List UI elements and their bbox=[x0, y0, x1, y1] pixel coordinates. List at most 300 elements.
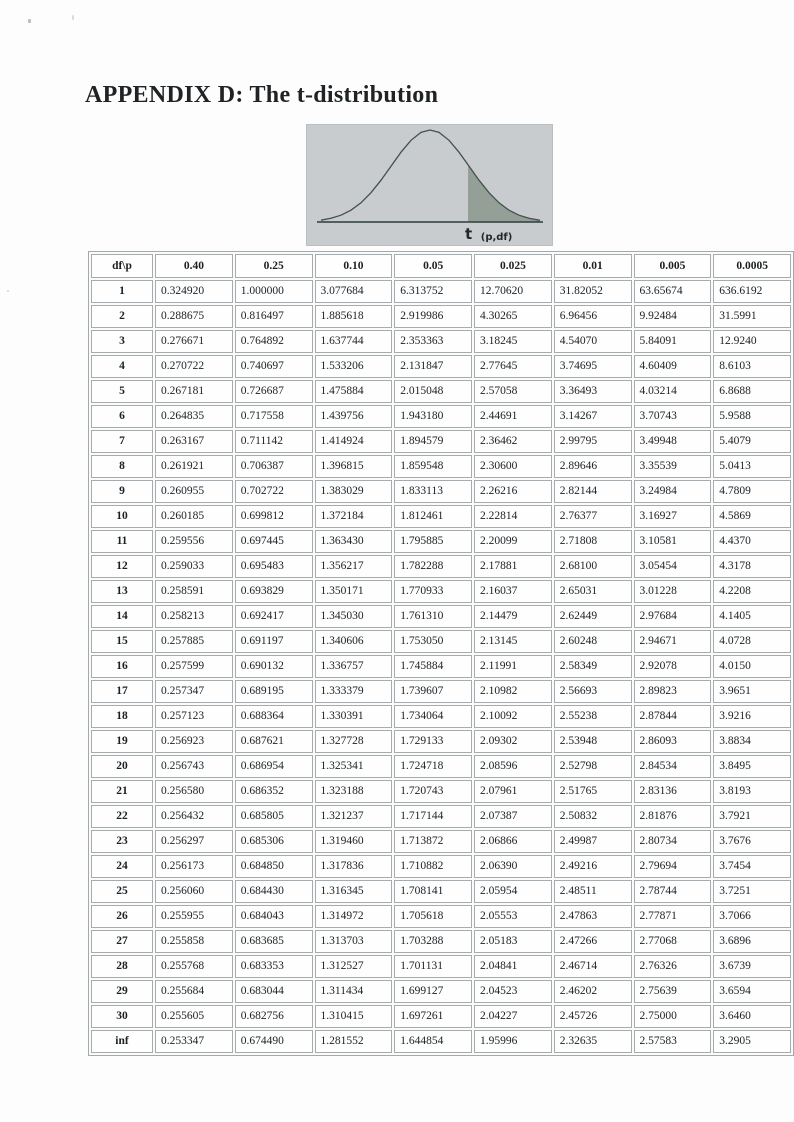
value-cell: 1.885618 bbox=[315, 305, 393, 328]
value-cell: 4.5869 bbox=[713, 505, 791, 528]
table-header bbox=[91, 254, 791, 278]
table-row-df-19 bbox=[91, 730, 791, 753]
value-cell: 1.319460 bbox=[315, 830, 393, 853]
table-row-df-22 bbox=[91, 805, 791, 828]
value-cell: 1.782288 bbox=[394, 555, 472, 578]
value-cell: 1.701131 bbox=[394, 955, 472, 978]
value-cell: 2.05183 bbox=[474, 930, 552, 953]
value-cell: 3.05454 bbox=[634, 555, 712, 578]
df-cell: 30 bbox=[91, 1005, 153, 1028]
value-cell: 2.32635 bbox=[554, 1030, 632, 1053]
value-cell: 0.690132 bbox=[235, 655, 313, 678]
value-cell: 2.04841 bbox=[474, 955, 552, 978]
t-table-container bbox=[88, 251, 794, 1056]
value-cell: 1.720743 bbox=[394, 780, 472, 803]
table-row-df-7 bbox=[91, 430, 791, 453]
value-cell: 1.705618 bbox=[394, 905, 472, 928]
value-cell: 5.84091 bbox=[634, 330, 712, 353]
value-cell: 1.317836 bbox=[315, 855, 393, 878]
table-row-df-15 bbox=[91, 630, 791, 653]
value-cell: 3.2905 bbox=[713, 1030, 791, 1053]
value-cell: 0.740697 bbox=[235, 355, 313, 378]
value-cell: 1.356217 bbox=[315, 555, 393, 578]
df-cell: 5 bbox=[91, 380, 153, 403]
value-cell: 0.717558 bbox=[235, 405, 313, 428]
value-cell: 3.24984 bbox=[634, 480, 712, 503]
value-cell: 0.691197 bbox=[235, 630, 313, 653]
page-title: APPENDIX D: The t-distribution bbox=[85, 82, 439, 108]
value-cell: 3.35539 bbox=[634, 455, 712, 478]
value-cell: 1.708141 bbox=[394, 880, 472, 903]
value-cell: 4.3178 bbox=[713, 555, 791, 578]
table-row-df-24 bbox=[91, 855, 791, 878]
df-cell: 6 bbox=[91, 405, 153, 428]
value-cell: 2.06866 bbox=[474, 830, 552, 853]
value-cell: 0.684430 bbox=[235, 880, 313, 903]
df-cell: 3 bbox=[91, 330, 153, 353]
value-cell: 2.30600 bbox=[474, 455, 552, 478]
value-cell: 0.685805 bbox=[235, 805, 313, 828]
value-cell: 2.81876 bbox=[634, 805, 712, 828]
value-cell: 2.68100 bbox=[554, 555, 632, 578]
value-cell: 3.74695 bbox=[554, 355, 632, 378]
value-cell: 0.257123 bbox=[155, 705, 233, 728]
value-cell: 2.84534 bbox=[634, 755, 712, 778]
table-row-df-4 bbox=[91, 355, 791, 378]
value-cell: 12.9240 bbox=[713, 330, 791, 353]
value-cell: 8.6103 bbox=[713, 355, 791, 378]
value-cell: 0.255768 bbox=[155, 955, 233, 978]
df-cell: 2 bbox=[91, 305, 153, 328]
value-cell: 5.0413 bbox=[713, 455, 791, 478]
t-critical-label: t (p,df) bbox=[465, 225, 513, 243]
value-cell: 3.6896 bbox=[713, 930, 791, 953]
value-cell: 0.692417 bbox=[235, 605, 313, 628]
value-cell: 0.258591 bbox=[155, 580, 233, 603]
value-cell: 0.276671 bbox=[155, 330, 233, 353]
value-cell: 2.80734 bbox=[634, 830, 712, 853]
value-cell: 2.26216 bbox=[474, 480, 552, 503]
value-cell: 0.288675 bbox=[155, 305, 233, 328]
value-cell: 0.258213 bbox=[155, 605, 233, 628]
value-cell: 0.726687 bbox=[235, 380, 313, 403]
value-cell: 1.943180 bbox=[394, 405, 472, 428]
value-cell: 0.686954 bbox=[235, 755, 313, 778]
scan-artifact bbox=[28, 19, 31, 23]
value-cell: 636.6192 bbox=[713, 280, 791, 303]
value-cell: 1.637744 bbox=[315, 330, 393, 353]
value-cell: 2.89823 bbox=[634, 680, 712, 703]
value-cell: 0.684850 bbox=[235, 855, 313, 878]
value-cell: 2.79694 bbox=[634, 855, 712, 878]
table-row-df-5 bbox=[91, 380, 791, 403]
value-cell: 2.44691 bbox=[474, 405, 552, 428]
df-cell: 7 bbox=[91, 430, 153, 453]
value-cell: 3.8834 bbox=[713, 730, 791, 753]
value-cell: 1.761310 bbox=[394, 605, 472, 628]
table-row-df-11 bbox=[91, 530, 791, 553]
value-cell: 3.6460 bbox=[713, 1005, 791, 1028]
value-cell: 2.75639 bbox=[634, 980, 712, 1003]
value-cell: 0.256923 bbox=[155, 730, 233, 753]
value-cell: 1.644854 bbox=[394, 1030, 472, 1053]
value-cell: 2.06390 bbox=[474, 855, 552, 878]
value-cell: 2.57583 bbox=[634, 1030, 712, 1053]
value-cell: 0.324920 bbox=[155, 280, 233, 303]
value-cell: 3.6594 bbox=[713, 980, 791, 1003]
value-cell: 3.70743 bbox=[634, 405, 712, 428]
value-cell: 0.685306 bbox=[235, 830, 313, 853]
value-cell: 1.372184 bbox=[315, 505, 393, 528]
value-cell: 0.257347 bbox=[155, 680, 233, 703]
value-cell: 2.14479 bbox=[474, 605, 552, 628]
value-cell: 0.257599 bbox=[155, 655, 233, 678]
value-cell: 1.475884 bbox=[315, 380, 393, 403]
value-cell: 0.699812 bbox=[235, 505, 313, 528]
value-cell: 2.17881 bbox=[474, 555, 552, 578]
df-cell: 28 bbox=[91, 955, 153, 978]
value-cell: 2.49216 bbox=[554, 855, 632, 878]
value-cell: 0.257885 bbox=[155, 630, 233, 653]
value-cell: 0.259556 bbox=[155, 530, 233, 553]
table-row-df-21 bbox=[91, 780, 791, 803]
column-header-p-0.01: 0.01 bbox=[554, 254, 632, 278]
table-row-df-9 bbox=[91, 480, 791, 503]
value-cell: 3.9216 bbox=[713, 705, 791, 728]
value-cell: 0.255858 bbox=[155, 930, 233, 953]
value-cell: 0.256432 bbox=[155, 805, 233, 828]
table-row-df-28 bbox=[91, 955, 791, 978]
value-cell: 1.812461 bbox=[394, 505, 472, 528]
value-cell: 4.7809 bbox=[713, 480, 791, 503]
scan-artifact bbox=[72, 15, 74, 20]
table-row-df-12 bbox=[91, 555, 791, 578]
value-cell: 2.919986 bbox=[394, 305, 472, 328]
value-cell: 2.09302 bbox=[474, 730, 552, 753]
value-cell: 4.30265 bbox=[474, 305, 552, 328]
value-cell: 0.816497 bbox=[235, 305, 313, 328]
value-cell: 2.04227 bbox=[474, 1005, 552, 1028]
value-cell: 1.396815 bbox=[315, 455, 393, 478]
value-cell: 2.97684 bbox=[634, 605, 712, 628]
value-cell: 4.1405 bbox=[713, 605, 791, 628]
value-cell: 3.6739 bbox=[713, 955, 791, 978]
value-cell: 0.263167 bbox=[155, 430, 233, 453]
value-cell: 1.710882 bbox=[394, 855, 472, 878]
value-cell: 0.256173 bbox=[155, 855, 233, 878]
column-header-p-0.25: 0.25 bbox=[235, 254, 313, 278]
value-cell: 31.82052 bbox=[554, 280, 632, 303]
table-row-df-inf bbox=[91, 1030, 791, 1053]
value-cell: 1.281552 bbox=[315, 1030, 393, 1053]
value-cell: 1.697261 bbox=[394, 1005, 472, 1028]
value-cell: 3.7066 bbox=[713, 905, 791, 928]
table-row-df-6 bbox=[91, 405, 791, 428]
value-cell: 1.327728 bbox=[315, 730, 393, 753]
df-cell: 20 bbox=[91, 755, 153, 778]
value-cell: 1.833113 bbox=[394, 480, 472, 503]
table-row-df-18 bbox=[91, 705, 791, 728]
value-cell: 0.255955 bbox=[155, 905, 233, 928]
density-curve bbox=[321, 130, 540, 220]
value-cell: 1.745884 bbox=[394, 655, 472, 678]
value-cell: 2.76326 bbox=[634, 955, 712, 978]
value-cell: 2.015048 bbox=[394, 380, 472, 403]
value-cell: 1.717144 bbox=[394, 805, 472, 828]
df-cell: 12 bbox=[91, 555, 153, 578]
value-cell: 3.10581 bbox=[634, 530, 712, 553]
value-cell: 2.53948 bbox=[554, 730, 632, 753]
value-cell: 0.260185 bbox=[155, 505, 233, 528]
value-cell: 2.89646 bbox=[554, 455, 632, 478]
value-cell: 2.99795 bbox=[554, 430, 632, 453]
value-cell: 2.131847 bbox=[394, 355, 472, 378]
df-cell: 4 bbox=[91, 355, 153, 378]
value-cell: 2.51765 bbox=[554, 780, 632, 803]
value-cell: 2.83136 bbox=[634, 780, 712, 803]
value-cell: 0.693829 bbox=[235, 580, 313, 603]
value-cell: 1.713872 bbox=[394, 830, 472, 853]
value-cell: 2.75000 bbox=[634, 1005, 712, 1028]
value-cell: 0.270722 bbox=[155, 355, 233, 378]
value-cell: 1.321237 bbox=[315, 805, 393, 828]
value-cell: 1.310415 bbox=[315, 1005, 393, 1028]
value-cell: 1.314972 bbox=[315, 905, 393, 928]
table-row-df-13 bbox=[91, 580, 791, 603]
value-cell: 1.312527 bbox=[315, 955, 393, 978]
value-cell: 2.48511 bbox=[554, 880, 632, 903]
value-cell: 2.22814 bbox=[474, 505, 552, 528]
value-cell: 0.682756 bbox=[235, 1005, 313, 1028]
value-cell: 1.325341 bbox=[315, 755, 393, 778]
value-cell: 1.894579 bbox=[394, 430, 472, 453]
value-cell: 0.702722 bbox=[235, 480, 313, 503]
value-cell: 0.256580 bbox=[155, 780, 233, 803]
column-header-p-0.10: 0.10 bbox=[315, 254, 393, 278]
df-cell: 18 bbox=[91, 705, 153, 728]
value-cell: 1.703288 bbox=[394, 930, 472, 953]
value-cell: 2.60248 bbox=[554, 630, 632, 653]
table-row-df-8 bbox=[91, 455, 791, 478]
value-cell: 3.01228 bbox=[634, 580, 712, 603]
value-cell: 5.4079 bbox=[713, 430, 791, 453]
value-cell: 0.697445 bbox=[235, 530, 313, 553]
table-row-df-20 bbox=[91, 755, 791, 778]
value-cell: 2.07387 bbox=[474, 805, 552, 828]
value-cell: 2.71808 bbox=[554, 530, 632, 553]
value-cell: 3.8495 bbox=[713, 755, 791, 778]
value-cell: 1.414924 bbox=[315, 430, 393, 453]
column-header-p-0.40: 0.40 bbox=[155, 254, 233, 278]
df-cell: 1 bbox=[91, 280, 153, 303]
df-cell: 10 bbox=[91, 505, 153, 528]
value-cell: 2.87844 bbox=[634, 705, 712, 728]
value-cell: 2.76377 bbox=[554, 505, 632, 528]
df-cell: 26 bbox=[91, 905, 153, 928]
value-cell: 0.695483 bbox=[235, 555, 313, 578]
column-header-p-0.0005: 0.0005 bbox=[713, 254, 791, 278]
table-row-df-10 bbox=[91, 505, 791, 528]
value-cell: 2.77645 bbox=[474, 355, 552, 378]
value-cell: 2.10982 bbox=[474, 680, 552, 703]
value-cell: 0.683044 bbox=[235, 980, 313, 1003]
value-cell: 6.8688 bbox=[713, 380, 791, 403]
value-cell: 2.52798 bbox=[554, 755, 632, 778]
table-row-df-14 bbox=[91, 605, 791, 628]
value-cell: 3.18245 bbox=[474, 330, 552, 353]
value-cell: 2.77068 bbox=[634, 930, 712, 953]
column-header-p-0.05: 0.05 bbox=[394, 254, 472, 278]
value-cell: 5.9588 bbox=[713, 405, 791, 428]
scan-artifact bbox=[7, 290, 9, 292]
value-cell: 2.10092 bbox=[474, 705, 552, 728]
shaded-tail-region bbox=[468, 165, 540, 222]
t-distribution-curve-figure bbox=[307, 125, 552, 245]
value-cell: 0.264835 bbox=[155, 405, 233, 428]
value-cell: 2.353363 bbox=[394, 330, 472, 353]
value-cell: 2.50832 bbox=[554, 805, 632, 828]
table-row-df-30 bbox=[91, 1005, 791, 1028]
value-cell: 9.92484 bbox=[634, 305, 712, 328]
t-distribution-table bbox=[88, 251, 794, 1056]
value-cell: 3.7251 bbox=[713, 880, 791, 903]
df-cell: 25 bbox=[91, 880, 153, 903]
table-row-df-25 bbox=[91, 880, 791, 903]
value-cell: 3.7921 bbox=[713, 805, 791, 828]
value-cell: 0.711142 bbox=[235, 430, 313, 453]
value-cell: 2.82144 bbox=[554, 480, 632, 503]
value-cell: 0.256060 bbox=[155, 880, 233, 903]
df-cell: 24 bbox=[91, 855, 153, 878]
value-cell: 2.65031 bbox=[554, 580, 632, 603]
table-row-df-27 bbox=[91, 930, 791, 953]
value-cell: 3.7454 bbox=[713, 855, 791, 878]
bell-curve-graphic bbox=[307, 125, 552, 245]
value-cell: 2.58349 bbox=[554, 655, 632, 678]
value-cell: 0.256297 bbox=[155, 830, 233, 853]
value-cell: 2.04523 bbox=[474, 980, 552, 1003]
value-cell: 0.255684 bbox=[155, 980, 233, 1003]
value-cell: 1.323188 bbox=[315, 780, 393, 803]
value-cell: 2.36462 bbox=[474, 430, 552, 453]
value-cell: 2.11991 bbox=[474, 655, 552, 678]
df-cell: 19 bbox=[91, 730, 153, 753]
table-row-df-3 bbox=[91, 330, 791, 353]
value-cell: 3.36493 bbox=[554, 380, 632, 403]
value-cell: 2.05954 bbox=[474, 880, 552, 903]
value-cell: 1.770933 bbox=[394, 580, 472, 603]
value-cell: 0.684043 bbox=[235, 905, 313, 928]
value-cell: 4.54070 bbox=[554, 330, 632, 353]
df-cell: 17 bbox=[91, 680, 153, 703]
value-cell: 2.86093 bbox=[634, 730, 712, 753]
df-cell: 15 bbox=[91, 630, 153, 653]
table-body bbox=[91, 280, 791, 1053]
value-cell: 1.316345 bbox=[315, 880, 393, 903]
column-header-p-0.005: 0.005 bbox=[634, 254, 712, 278]
value-cell: 31.5991 bbox=[713, 305, 791, 328]
df-cell: 14 bbox=[91, 605, 153, 628]
value-cell: 1.311434 bbox=[315, 980, 393, 1003]
df-cell: 21 bbox=[91, 780, 153, 803]
value-cell: 2.94671 bbox=[634, 630, 712, 653]
value-cell: 1.345030 bbox=[315, 605, 393, 628]
value-cell: 1.729133 bbox=[394, 730, 472, 753]
value-cell: 3.8193 bbox=[713, 780, 791, 803]
value-cell: 2.45726 bbox=[554, 1005, 632, 1028]
value-cell: 2.56693 bbox=[554, 680, 632, 703]
value-cell: 4.03214 bbox=[634, 380, 712, 403]
value-cell: 3.9651 bbox=[713, 680, 791, 703]
value-cell: 2.77871 bbox=[634, 905, 712, 928]
value-cell: 1.350171 bbox=[315, 580, 393, 603]
value-cell: 2.46202 bbox=[554, 980, 632, 1003]
value-cell: 6.313752 bbox=[394, 280, 472, 303]
value-cell: 0.689195 bbox=[235, 680, 313, 703]
df-cell: 29 bbox=[91, 980, 153, 1003]
value-cell: 1.739607 bbox=[394, 680, 472, 703]
value-cell: 1.340606 bbox=[315, 630, 393, 653]
value-cell: 1.734064 bbox=[394, 705, 472, 728]
value-cell: 0.686352 bbox=[235, 780, 313, 803]
df-cell: 27 bbox=[91, 930, 153, 953]
value-cell: 0.706387 bbox=[235, 455, 313, 478]
value-cell: 4.0150 bbox=[713, 655, 791, 678]
value-cell: 4.0728 bbox=[713, 630, 791, 653]
value-cell: 63.65674 bbox=[634, 280, 712, 303]
df-cell: 16 bbox=[91, 655, 153, 678]
value-cell: 2.55238 bbox=[554, 705, 632, 728]
value-cell: 0.688364 bbox=[235, 705, 313, 728]
df-cell: 11 bbox=[91, 530, 153, 553]
value-cell: 2.57058 bbox=[474, 380, 552, 403]
value-cell: 1.439756 bbox=[315, 405, 393, 428]
value-cell: 3.077684 bbox=[315, 280, 393, 303]
value-cell: 2.47266 bbox=[554, 930, 632, 953]
value-cell: 3.16927 bbox=[634, 505, 712, 528]
df-cell: 8 bbox=[91, 455, 153, 478]
value-cell: 0.255605 bbox=[155, 1005, 233, 1028]
value-cell: 3.49948 bbox=[634, 430, 712, 453]
value-cell: 4.60409 bbox=[634, 355, 712, 378]
value-cell: 1.753050 bbox=[394, 630, 472, 653]
value-cell: 2.78744 bbox=[634, 880, 712, 903]
table-row-df-26 bbox=[91, 905, 791, 928]
value-cell: 0.683353 bbox=[235, 955, 313, 978]
value-cell: 0.687621 bbox=[235, 730, 313, 753]
value-cell: 0.253347 bbox=[155, 1030, 233, 1053]
value-cell: 1.724718 bbox=[394, 755, 472, 778]
table-row-df-16 bbox=[91, 655, 791, 678]
table-row-df-17 bbox=[91, 680, 791, 703]
value-cell: 3.7676 bbox=[713, 830, 791, 853]
value-cell: 1.95996 bbox=[474, 1030, 552, 1053]
df-cell: inf bbox=[91, 1030, 153, 1053]
df-cell: 23 bbox=[91, 830, 153, 853]
value-cell: 1.699127 bbox=[394, 980, 472, 1003]
value-cell: 2.62449 bbox=[554, 605, 632, 628]
value-cell: 12.70620 bbox=[474, 280, 552, 303]
df-cell: 13 bbox=[91, 580, 153, 603]
value-cell: 1.795885 bbox=[394, 530, 472, 553]
value-cell: 2.07961 bbox=[474, 780, 552, 803]
value-cell: 2.46714 bbox=[554, 955, 632, 978]
value-cell: 0.256743 bbox=[155, 755, 233, 778]
value-cell: 2.16037 bbox=[474, 580, 552, 603]
value-cell: 2.47863 bbox=[554, 905, 632, 928]
value-cell: 1.383029 bbox=[315, 480, 393, 503]
value-cell: 1.313703 bbox=[315, 930, 393, 953]
